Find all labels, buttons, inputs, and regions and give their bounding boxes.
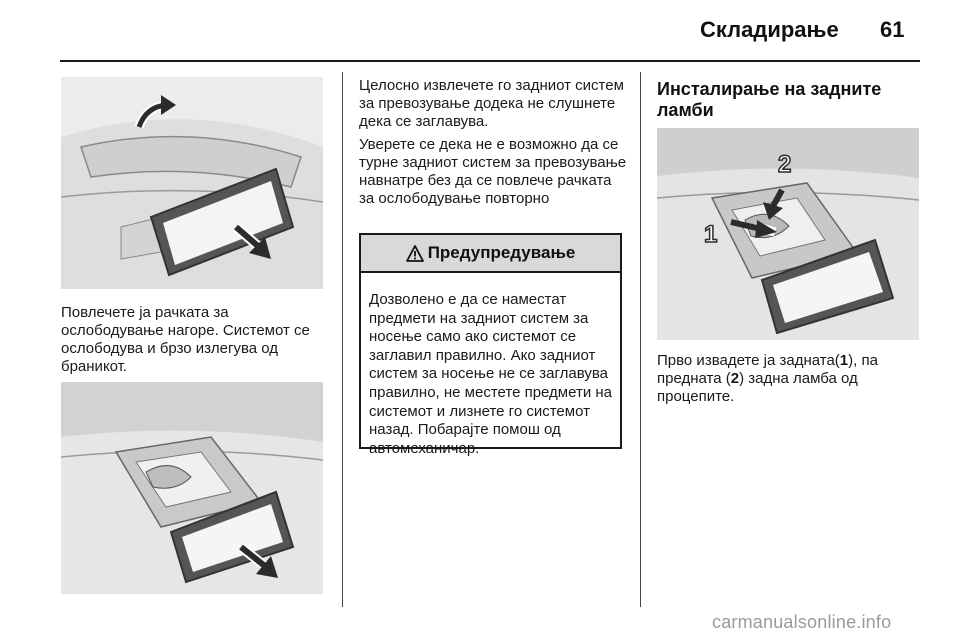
caption-part-2: ), па предната ( bbox=[657, 352, 878, 387]
figure-tail-lamps bbox=[657, 128, 919, 340]
page-number: 61 bbox=[880, 17, 905, 42]
warning-text: Дозволено е да се наместат предмети на задниот систем за носење само ако системот се заглавил правилно. Ако задниот систем за носење не се заглавува правилно, не местете предмети на системот и лизнете го системот назад. Побарајте помош од автомеханичар. bbox=[369, 291, 613, 457]
column2-paragraph-1: Целосно извлечете го задниот систем за превозување додека не слушнете дека се заглавува. bbox=[359, 77, 624, 130]
caption-label-1: 1 bbox=[839, 352, 849, 369]
column1-paragraph: Повлечете ја рачката за ослободување нагоре. Системот се ослободува и брзо излегува од браникот. bbox=[61, 304, 310, 375]
figure-marker-1: 1 bbox=[704, 221, 718, 248]
figure-release-handle bbox=[61, 77, 323, 289]
column2-paragraph-2: Уверете се дека не е возможно да се турне задниот систем за превозување навнатре без да се повлече рачката за ослободување повторно bbox=[359, 136, 627, 207]
page-title: Складирање bbox=[700, 17, 839, 42]
caption-part-3: ) задна ламба од процепите. bbox=[657, 370, 858, 405]
watermark: carmanualsonline.info bbox=[712, 612, 892, 632]
figure-marker-2: 2 bbox=[778, 151, 792, 178]
header-divider bbox=[60, 60, 920, 62]
column-divider-1 bbox=[342, 72, 343, 607]
warning-triangle-icon bbox=[406, 245, 424, 262]
caption-part-1: Прво извадете ја задната( bbox=[657, 352, 840, 369]
section-heading: Инсталирање на задните ламби bbox=[657, 79, 882, 120]
column3-caption bbox=[657, 352, 922, 406]
column-divider-2 bbox=[640, 72, 641, 607]
warning-box bbox=[359, 233, 622, 457]
caption-label-2: 2 bbox=[730, 370, 740, 387]
warning-title: Предупредување bbox=[427, 243, 576, 262]
warning-header bbox=[361, 235, 620, 273]
figure-carrier-extending bbox=[61, 382, 323, 594]
